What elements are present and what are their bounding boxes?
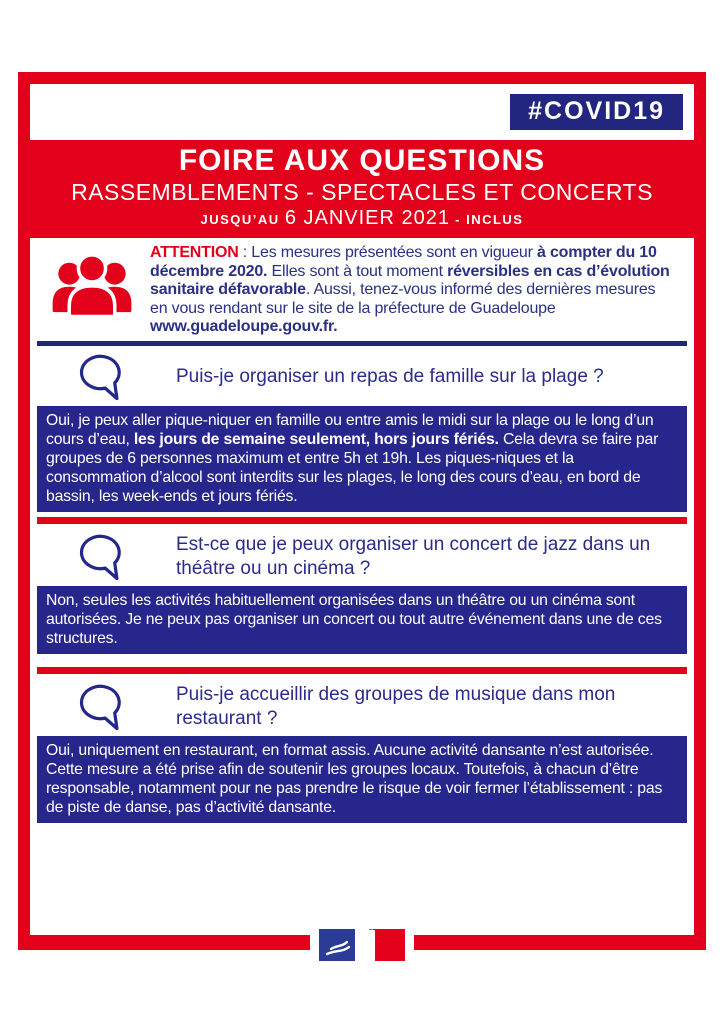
speech-bubble-icon [30,680,176,734]
page-header [30,140,694,238]
answer-box: Non, seules les activités habituellement organisées dans un théâtre ou un cinéma sont autorisées. Je ne peux pas organiser un concert ou tout autre événement dans une de ces structures. [37,586,687,654]
speech-bubble-icon [30,530,176,584]
attention-text: ATTENTION : Les mesures présentées sont en vigueur à compter du 10 décembre 2020. Elles sont à tout moment réversibles en cas d’évolution sanitaire défavorable. Aussi, tenez-vous informé des dernières mesures en vous rendant sur le site de la préfecture de Guadeloupe www.guadeloupe.gouv.fr. [150,244,670,335]
question-text: Est-ce que je peux organiser un concert de jazz dans un théâtre ou un cinéma ? [176,533,651,579]
speech-bubble-icon [30,350,176,404]
topbar [30,84,694,140]
qa-section-3 [30,676,694,823]
attention-banner [30,238,694,341]
validity-line: JUSQU’AU 6 JANVIER 2021 - INCLUS [200,207,524,229]
page-title: FOIRE AUX QUESTIONS [178,144,546,177]
qa-section-2 [30,526,694,654]
answer-box: Oui, je peux aller pique-niquer en famille ou entre amis le midi sur la plage ou le long d’un cours d’eau, les jours de semaine seulement, hors jours fériés. Cela devra se faire par groupes de 6 personnes maximum et entre 5h et 19h. Les piques-niques et la consommation d’alcool sont interdits sur les plages, le long des cours d’eau, en bord de bassin, les week-ends et jours fériés. [37,406,687,512]
question-row [30,526,694,586]
question-text: Puis-je accueillir des groupes de musique dans mon restaurant ? [176,683,616,729]
divider-red [37,667,687,674]
people-group-icon [30,242,150,325]
question-row [30,346,694,406]
question-text: Puis-je organiser un repas de famille sur la plage ? [176,365,604,387]
covid-hashtag-badge: #COVID19 [510,94,683,130]
page-subtitle: RASSEMBLEMENTS - SPECTACLES ET CONCERTS [71,179,653,205]
question-row [30,676,694,736]
marianne-logo [310,924,414,966]
answer-box: Oui, uniquement en restaurant, en format assis. Aucune activité dansante n’est autorisée. Cette mesure a été prise afin de soutenir les groupes locaux. Toutefois, à chacun d’être responsable, notamment pour ne pas prendre le risque de voir fermer l’établissement : pas de piste de danse, pas d’activité dansante. [37,736,687,823]
poster-frame [18,72,706,950]
divider-red [37,517,687,524]
qa-section-1 [30,346,694,512]
